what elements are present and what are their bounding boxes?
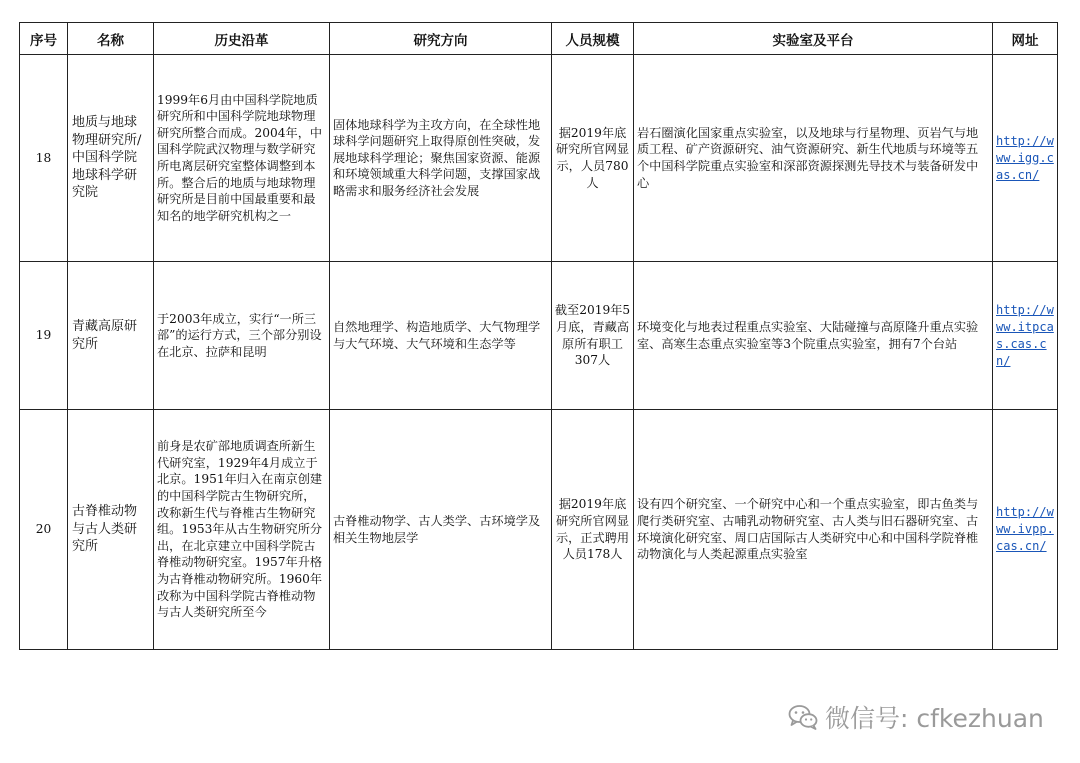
row-name: 青藏高原研究所 <box>68 262 154 410</box>
row-staff: 截至2019年5月底，青藏高原所有职工307人 <box>552 262 634 410</box>
row-name: 古脊椎动物与古人类研究所 <box>68 410 154 650</box>
row-direction: 自然地理学、构造地质学、大气物理学与大气环境、大气环境和生态学等 <box>330 262 552 410</box>
header-url: 网址 <box>993 23 1058 55</box>
row-history: 1999年6月由中国科学院地质研究所和中国科学院地球物理研究所整合而成。2004年，中国科学院武汉物理与数学研究所电离层研究室整体调整到本所。整合后的地质与地球物理研究所是目前中国最重要和最知名的地学研究机构之一 <box>154 55 330 262</box>
row-staff: 据2019年底研究所官网显示，正式聘用人员178人 <box>552 410 634 650</box>
row-staff: 据2019年底研究所官网显示，人员780人 <box>552 55 634 262</box>
wechat-watermark <box>788 700 1044 734</box>
row-url-cell <box>993 55 1058 262</box>
row-history: 前身是农矿部地质调查所新生代研究室，1929年4月成立于北京。1951年归入在南京创建的中国科学院古生物研究所，改称新生代与脊椎古生物研究组。1953年从古生物研究所分出，在北京建立中国科学院古脊椎动物研究室。1957年升格为古脊椎动物研究所。1960年改称为中国科学院古脊椎动物与古人类研究所至今 <box>154 410 330 650</box>
header-direction: 研究方向 <box>330 23 552 55</box>
table-row <box>20 262 1058 410</box>
table-row <box>20 55 1058 262</box>
header-row <box>20 23 1058 55</box>
header-index: 序号 <box>20 23 68 55</box>
row-index: 20 <box>20 410 68 650</box>
row-labs: 设有四个研究室、一个研究中心和一个重点实验室，即古鱼类与爬行类研究室、古哺乳动物研究室、古人类与旧石器研究室、古环境演化研究室、周口店国际古人类研究中心和中国科学院脊椎动物演化与人类起源重点实验室 <box>634 410 993 650</box>
row-index: 19 <box>20 262 68 410</box>
row-direction: 古脊椎动物学、古人类学、古环境学及相关生物地层学 <box>330 410 552 650</box>
row-labs: 环境变化与地表过程重点实验室、大陆碰撞与高原隆升重点实验室、高寒生态重点实验室等3个院重点实验室，拥有7个台站 <box>634 262 993 410</box>
row-index: 18 <box>20 55 68 262</box>
watermark-text: 微信号: cfkezhuan <box>825 704 1044 733</box>
row-labs: 岩石圈演化国家重点实验室，以及地球与行星物理、页岩气与地质工程、矿产资源研究、油气资源研究、新生代地质与环境等五个中国科学院重点实验室和深部资源探测先导技术与装备研发中心 <box>634 55 993 262</box>
institutes-table <box>19 22 1058 650</box>
row-url-cell <box>993 410 1058 650</box>
row-name: 地质与地球物理研究所/中国科学院地球科学研究院 <box>68 55 154 262</box>
row-url-link[interactable]: http://www.igg.cas.cn/ <box>996 133 1054 182</box>
row-url-link[interactable]: http://www.ivpp.cas.cn/ <box>996 505 1054 553</box>
table-row <box>20 410 1058 650</box>
header-labs: 实验室及平台 <box>634 23 993 55</box>
header-staff: 人员规模 <box>552 23 634 55</box>
wechat-icon <box>788 704 818 730</box>
row-url-cell <box>993 262 1058 410</box>
header-history: 历史沿革 <box>154 23 330 55</box>
header-name: 名称 <box>68 23 154 55</box>
row-direction: 固体地球科学为主攻方向，在全球性地球科学问题研究上取得原创性突破，发展地球科学理论；聚焦国家资源、能源和环境领域重大科学问题，支撑国家战略需求和服务经济社会发展 <box>330 55 552 262</box>
row-url-link[interactable]: http://www.itpcas.cas.cn/ <box>996 302 1054 368</box>
row-history: 于2003年成立，实行“一所三部”的运行方式，三个部分别设在北京、拉萨和昆明 <box>154 262 330 410</box>
